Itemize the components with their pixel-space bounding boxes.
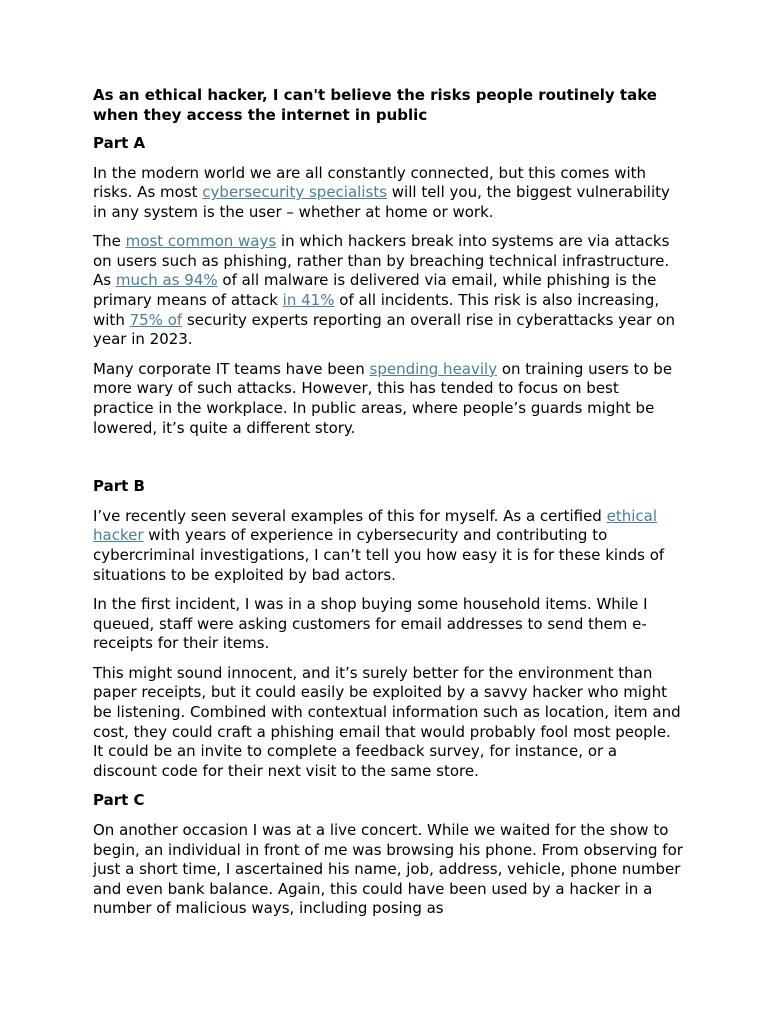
article-title: As an ethical hacker, I can't believe the risks people routinely take when they access the internet in public — [93, 86, 657, 124]
text-run: In the modern world we are all constantly connected, but this comes with risks. As most — [93, 163, 647, 202]
text-run: with years of experience in cybersecurity and contributing to cybercriminal investigations, I can’t tell you how easy it is for these kinds of situations to be exploited by bad actors. — [93, 526, 665, 584]
paragraph-b3: This might sound innocent, and it’s surely better for the environment than paper receipts, but it could easily be exploited by a savvy hacker who might be listening. Combined with contextual information such as location, item and cost, they could craft a phishing email that would probably fool most people. It could be an invite to complete a feedback survey, for instance, or a discount code for their next visit to the same store. — [93, 663, 681, 780]
link-spending-heavily[interactable]: spending heavily — [369, 359, 498, 378]
text-run: I’ve recently seen several examples of this for myself. As a certified — [93, 506, 607, 525]
text-run: The — [93, 232, 126, 251]
text-run: of all malware is delivered via email, while phishing is the primary means of attack — [93, 271, 657, 310]
link-cybersecurity-specialists[interactable]: cybersecurity specialists — [202, 183, 388, 202]
text-run: on training users to be more wary of such attacks. However, this has tended to focus on best practice in the workplace. In public areas, where people’s guards might be lowered, it’s quite a different story. — [93, 359, 673, 437]
link-75-of[interactable]: 75% of — [129, 310, 183, 329]
text-run: security experts reporting an overall rise in cyberattacks year on year in 2023. — [93, 310, 676, 349]
link-most-common-ways[interactable]: most common ways — [125, 232, 277, 251]
paragraph-a3 — [93, 360, 683, 438]
text-run: in which hackers break into systems are via attacks on users such as phishing, rather than by breaching technical infrastructure. As — [93, 232, 670, 290]
section-heading-part-b: Part B — [93, 477, 145, 496]
paragraph-b2: In the first incident, I was in a shop buying some household items. While I queued, staff were asking customers for email addresses to send them e-receipts for their items. — [93, 595, 648, 653]
paragraph-a1 — [93, 164, 683, 223]
section-heading-part-a: Part A — [93, 134, 146, 152]
paragraph-b1 — [93, 507, 683, 585]
link-in-41[interactable]: in 41% — [282, 291, 335, 310]
section-heading-part-c: Part C — [93, 791, 145, 810]
section-spacer — [93, 448, 683, 477]
document-page — [93, 86, 683, 929]
text-run: Many corporate IT teams have been — [93, 359, 370, 378]
paragraph-a2 — [93, 232, 683, 350]
link-ethical-hacker[interactable]: ethical hacker — [93, 506, 657, 545]
text-run: of all incidents. This risk is also increasing, with — [93, 291, 660, 329]
text-run: will tell you, the biggest vulnerability in any system is the user – whether at home or work. — [93, 183, 670, 221]
paragraph-c1: On another occasion I was at a live concert. While we waited for the show to begin, an individual in front of me was browsing his phone. From observing for just a short time, I ascertained his name, job, address, vehicle, phone number and even bank balance. Again, this could have been used by a hacker in a number of malicious ways, including posing as — [93, 820, 683, 918]
link-much-as-94[interactable]: much as 94% — [115, 271, 218, 290]
